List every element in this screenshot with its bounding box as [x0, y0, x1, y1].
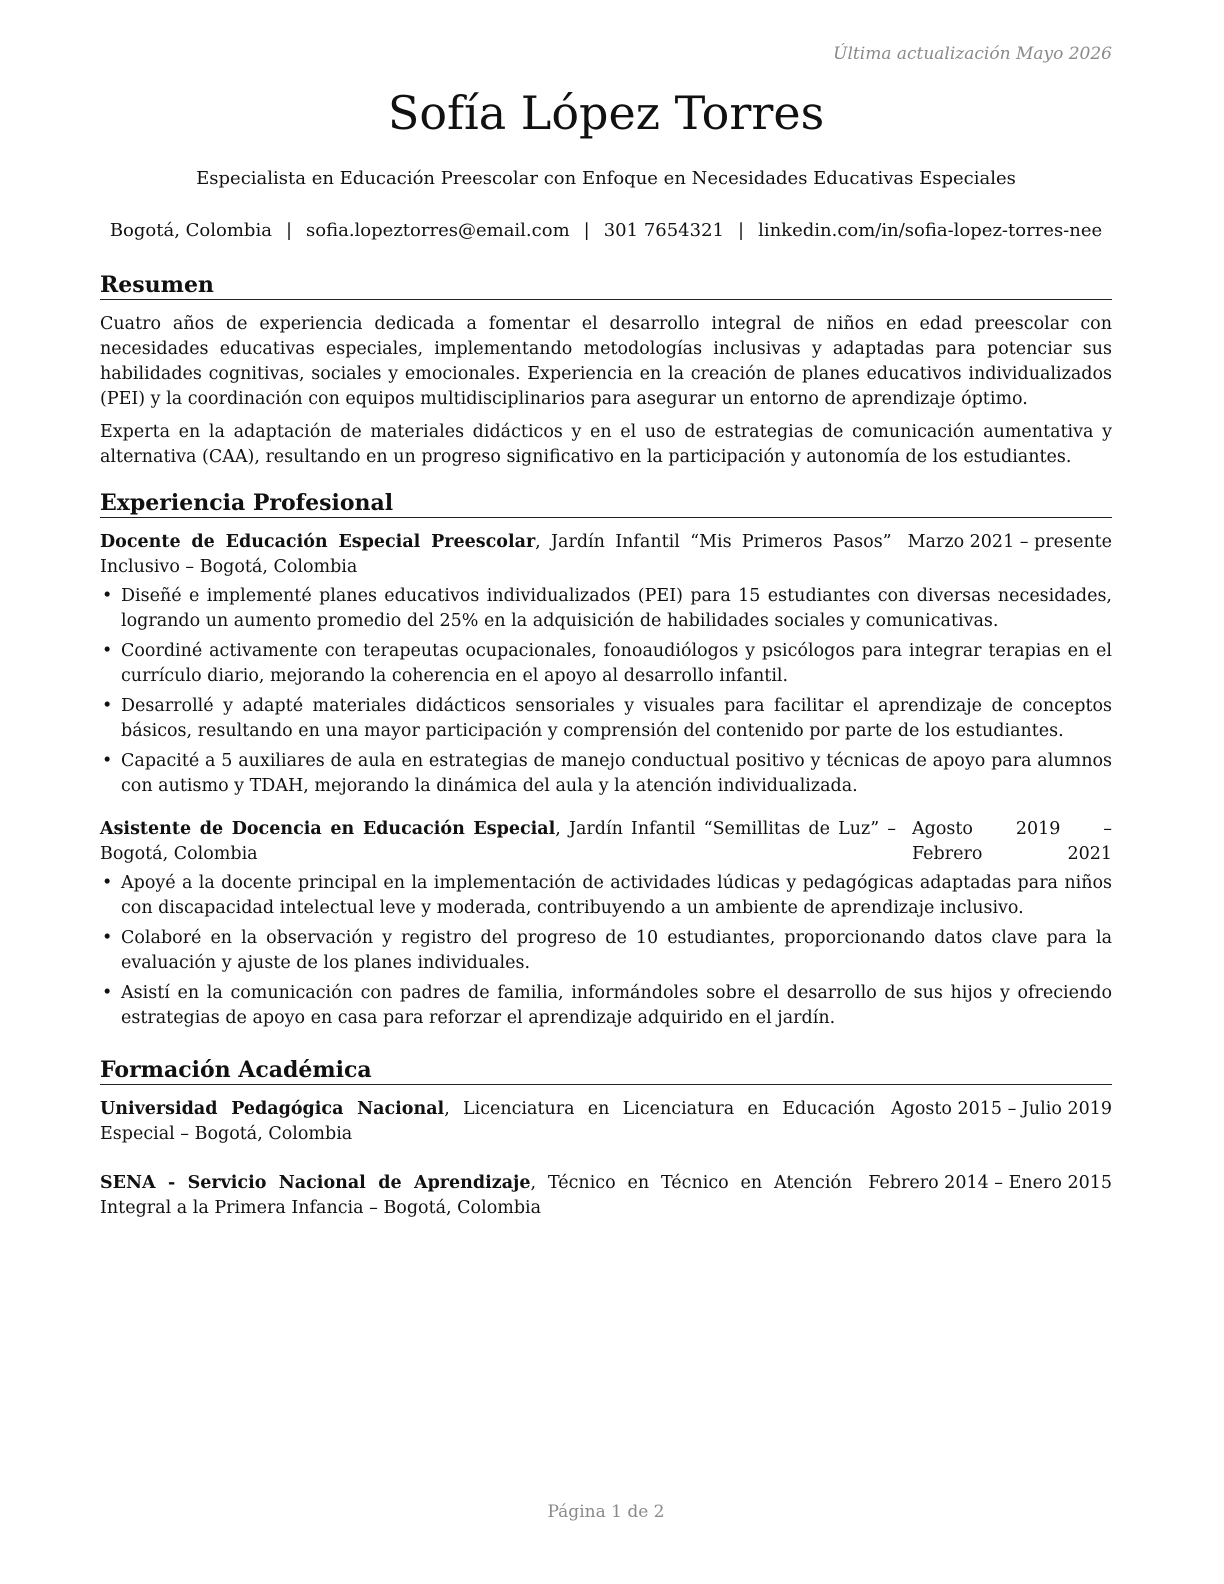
contact-separator: |: [285, 220, 293, 241]
bullet-icon: •: [102, 983, 113, 1003]
job-bullets: [100, 584, 1112, 799]
education-dates: Febrero 2014 – Enero 2015: [868, 1173, 1112, 1193]
bullet-text: Capacité a 5 auxiliares de aula en estrategias de manejo conductual positivo y técnicas de apoyo para alumnos con autismo y TDAH, mejorando la dinámica del aula y la atención individualizada.: [121, 751, 1112, 796]
job-bullets: [100, 871, 1112, 1031]
education-school: Universidad Pedagógica Nacional: [100, 1099, 445, 1119]
contact-location: Bogotá, Colombia: [109, 220, 272, 241]
bullet-text: Desarrollé y adapté materiales didácticos sensoriales y visuales para facilitar el aprendizaje de conceptos básicos, resultando en una mayor participación y comprensión del contenido por parte de los estudiantes.: [121, 696, 1112, 741]
contact-phone: 301 7654321: [603, 220, 724, 241]
resume-page: [100, 0, 1112, 1584]
education-title-line: [100, 1097, 875, 1147]
list-item: [100, 749, 1112, 799]
contact-line: [100, 219, 1112, 243]
list-item: [100, 639, 1112, 689]
bullet-icon: •: [102, 751, 113, 771]
list-item: [100, 981, 1112, 1031]
list-item: [100, 871, 1112, 921]
education-title-line: [100, 1171, 852, 1221]
list-item: [100, 694, 1112, 744]
job-role: Asistente de Docencia en Educación Especial: [100, 819, 556, 839]
job-entry: [100, 530, 1112, 799]
bullet-text: Apoyé a la docente principal en la implementación de actividades lúdicas y pedagógicas adaptadas para niños con discapacidad intelectual leve y moderada, contribuyendo a un ambiente de aprendizaje inclusivo.: [121, 873, 1112, 918]
section-title-experience: Experiencia Profesional: [100, 489, 1112, 518]
contact-email[interactable]: sofia.lopeztorres@email.com: [306, 220, 570, 241]
job-title-line: [100, 817, 896, 867]
summary-section: [100, 271, 1112, 478]
section-title-education: Formación Académica: [100, 1056, 1112, 1085]
education-detail: , Licenciatura en Licenciatura en Educación Especial – Bogotá, Colombia: [100, 1099, 875, 1144]
contact-separator: |: [583, 220, 590, 241]
bullet-icon: •: [102, 586, 113, 606]
bullet-text: Diseñé e implementé planes educativos individualizados (PEI) para 15 estudiantes con diversas necesidades, logrando un aumento promedio del 25% en la adquisición de habilidades sociales y comunicativas.: [121, 586, 1112, 631]
job-place: , Jardín Infantil “Semillitas de Luz” – Bogotá, Colombia: [100, 819, 896, 864]
last-updated: Última actualización Mayo 2026: [833, 44, 1112, 64]
experience-section: [100, 489, 1112, 1036]
job-title-line: [100, 530, 892, 580]
section-title-summary: Resumen: [100, 271, 1112, 300]
job-header: [100, 817, 1112, 867]
list-item: [100, 584, 1112, 634]
education-school: SENA - Servicio Nacional de Aprendizaje: [100, 1173, 531, 1193]
job-dates: Agosto 2019 – Febrero 2021: [912, 819, 1112, 864]
page-number: Página 1 de 2: [547, 1502, 665, 1522]
job-header: [100, 530, 1112, 580]
education-entry: [100, 1097, 1112, 1147]
contact-separator: |: [737, 220, 745, 241]
bullet-text: Coordiné activamente con terapeutas ocupacionales, fonoaudiólogos y psicólogos para integrar terapias en el currículo diario, mejorando la coherencia en el apoyo al desarrollo infantil.: [121, 641, 1112, 686]
job-dates: Marzo 2021 – presente: [907, 532, 1112, 552]
education-section: [100, 1056, 1112, 1221]
candidate-name: Sofía López Torres: [387, 86, 825, 140]
bullet-icon: •: [102, 873, 113, 893]
education-detail: , Técnico en Técnico en Atención Integral a la Primera Infancia – Bogotá, Colombia: [100, 1173, 853, 1218]
education-dates: Agosto 2015 – Julio 2019: [890, 1099, 1112, 1119]
summary-paragraph: Cuatro años de experiencia dedicada a fomentar el desarrollo integral de niños en edad preescolar con necesidades educativas especiales, implementando metodologías inclusivas y adaptadas para potenciar sus habilidades cognitivas, sociales y emocionales. Experiencia en la creación de planes educativos individualizados (PEI) y la coordinación con equipos multidisciplinarios para asegurar un entorno de aprendizaje óptimo.: [100, 314, 1112, 409]
headline: Especialista en Educación Preescolar con Enfoque en Necesidades Educativas Especiales: [196, 168, 1016, 189]
bullet-text: Asistí en la comunicación con padres de familia, informándoles sobre el desarrollo de sus hijos y ofreciendo estrategias de apoyo en casa para reforzar el aprendizaje adquirido en el jardín.: [121, 983, 1112, 1028]
summary-paragraph: Experta en la adaptación de materiales didácticos y en el uso de estrategias de comunicación aumentativa y alternativa (CAA), resultando en un progreso significativo en la participación y autonomía de los estudiantes.: [100, 422, 1112, 467]
bullet-icon: •: [102, 641, 113, 661]
bullet-icon: •: [102, 696, 113, 716]
job-place: , Jardín Infantil “Mis Primeros Pasos” Inclusivo – Bogotá, Colombia: [100, 532, 892, 577]
contact-linkedin[interactable]: linkedin.com/in/sofia-lopez-torres-nee: [758, 220, 1103, 241]
job-entry: [100, 817, 1112, 1031]
list-item: [100, 926, 1112, 976]
job-role: Docente de Educación Especial Preescolar: [100, 532, 536, 552]
education-entry: [100, 1171, 1112, 1221]
bullet-icon: •: [102, 928, 113, 948]
bullet-text: Colaboré en la observación y registro del progreso de 10 estudiantes, proporcionando datos clave para la evaluación y ajuste de los planes individuales.: [121, 928, 1112, 973]
